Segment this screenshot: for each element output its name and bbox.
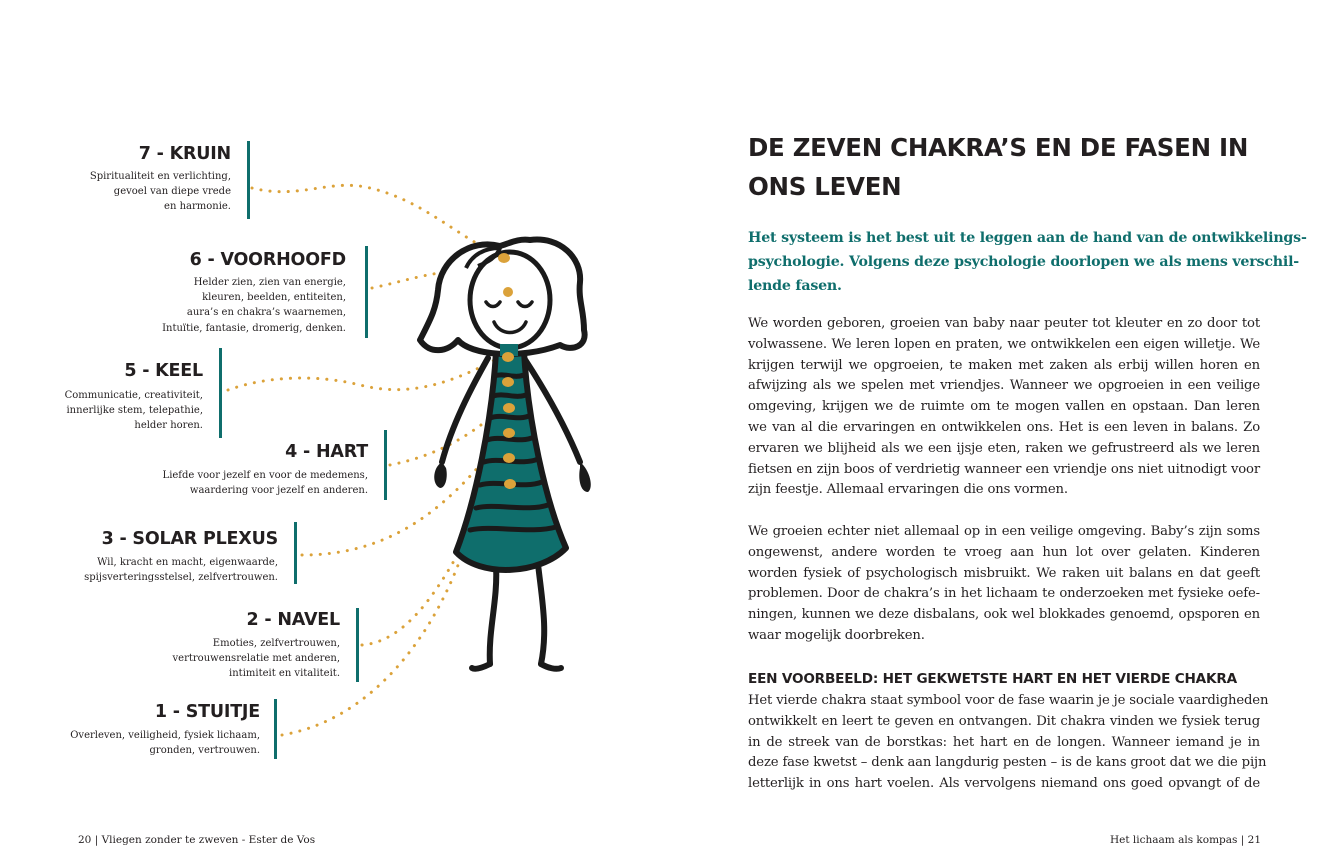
body-paragraph-1: [748, 314, 1260, 501]
desc-line: Emoties, zelfvertrouwen,: [212, 638, 340, 649]
text-line: We worden geboren, groeien van baby naar peuter tot kleuter en zo door tot: [748, 316, 1260, 331]
chakra-title: 6 - VOORHOOFD: [189, 250, 346, 270]
text-line: in de streek van de borstkas: het hart en de longen. Wanneer iemand je in: [748, 734, 1260, 750]
chakra-dot-brow: [503, 287, 513, 297]
page-footer-right: Het lichaam als kompas | 21: [1109, 834, 1261, 846]
desc-line: Intuïtie, fantasie, dromerig, denken.: [162, 322, 346, 334]
chakra-dot-throat: [502, 352, 514, 362]
desc-line: gronden, vertrouwen.: [149, 745, 260, 757]
desc-line: Liefde voor jezelf en voor de medemens,: [162, 470, 368, 481]
text-line: letterlijk in ons hart voelen. Als vervolgens niemand ons goed opvangt of de: [748, 776, 1260, 792]
desc-line: helder horen.: [134, 420, 203, 432]
desc-line: Communicatie, creativiteit,: [64, 390, 203, 401]
title-line: DE ZEVEN CHAKRA’S EN DE FASEN IN: [748, 133, 1249, 162]
chakra-bar-throat: [219, 348, 222, 438]
chakra-label-brow: [162, 249, 346, 336]
lead-line: psychologie. Volgens deze psychologie doorlopen we als mens verschil-: [748, 254, 1299, 270]
text-line: worden fysiek of psychologisch misbruikt. We raken uit balans en dat geeft: [748, 565, 1260, 581]
desc-line: aura’s en chakra’s waarnemen,: [186, 307, 346, 319]
chakra-dot-heart: [503, 403, 515, 413]
chakra-bar-navel: [356, 608, 359, 682]
title-line: ONS LEVEN: [748, 172, 902, 201]
lead-line: lende fasen.: [748, 278, 842, 294]
text-line: ervaren we blijheid als we een ijsje eten, raken we gefrustreerd als we leren: [748, 440, 1260, 456]
chakra-title: 2 - NAVEL: [246, 610, 340, 630]
chakra-bar-brow: [365, 246, 368, 338]
chakra-bar-root: [274, 699, 277, 759]
chakra-description: [65, 388, 203, 434]
text-line: we van al die ervaringen en ontwikkelen ons. Het is een leven in balans. Zo: [748, 419, 1260, 435]
chakra-label-solar-plexus: [84, 528, 278, 585]
chakra-label-root: [70, 701, 260, 758]
desc-line: spijsverteringsstelsel, zelfvertrouwen.: [84, 572, 278, 584]
lead-paragraph: [748, 226, 1307, 298]
chakra-bar-heart: [384, 430, 387, 500]
desc-line: vertrouwensrelatie met anderen,: [172, 653, 340, 665]
text-line: Het vierde chakra staat symbool voor de fase waarin je je sociale vaardigheden: [748, 693, 1269, 708]
text-line: We groeien echter niet allemaal op in een veilige omgeving. Baby’s zijn soms: [748, 524, 1260, 539]
chakra-title: 3 - SOLAR PLEXUS: [101, 529, 278, 549]
text-line: waar mogelijk doorbreken.: [748, 627, 925, 643]
chakra-description: [70, 728, 260, 758]
lead-line: Het systeem is het best uit te leggen aan de hand van de ontwikkelings-: [748, 230, 1307, 246]
desc-line: Helder zien, zien van energie,: [193, 277, 346, 288]
body-paragraph-2: [748, 522, 1260, 647]
page-title: [748, 128, 1248, 206]
text-line: afwijzing als we spelen met vriendjes. Wanneer we opgroeien in een veilige: [748, 378, 1260, 394]
desc-line: Wil, kracht en macht, eigenwaarde,: [97, 557, 278, 568]
text-line: problemen. Door de chakra’s in het lichaam te onderzoeken met fysieke oefe-: [748, 586, 1260, 602]
chakra-label-throat: [65, 360, 203, 434]
chakra-label-heart: [163, 441, 368, 498]
chakra-bar-solar-plexus: [294, 522, 297, 584]
chakra-title: 5 - KEEL: [124, 361, 203, 381]
text-line: krijgen terwijl we opgroeien, te maken met zaken als erbij willen horen en: [748, 357, 1260, 373]
desc-line: kleuren, beelden, entiteiten,: [202, 292, 346, 304]
body-paragraph-3: [748, 691, 1269, 795]
text-line: zijn feestje. Allemaal ervaringen die ons vormen.: [748, 482, 1068, 498]
text-line: ontwikkelt en leert te geven en ontvangen. Dit chakra vinden we fysiek terug: [748, 713, 1260, 729]
chakra-description: [90, 169, 231, 215]
chakra-description: [173, 636, 340, 682]
page-footer-left: 20 | Vliegen zonder te zweven - Ester de Vos: [78, 834, 316, 846]
section-subheading: EEN VOORBEELD: HET GEKWETSTE HART EN HET VIERDE CHAKRA: [748, 671, 1237, 687]
chakra-description: [162, 275, 346, 336]
connector-throat: [228, 358, 498, 390]
text-line: deze fase kwetst – denk aan langdurig pesten – is de kans groot dat we die pijn: [748, 755, 1267, 771]
desc-line: gevoel van diepe vrede: [113, 186, 231, 198]
chakra-bar-crown: [247, 141, 250, 219]
chakra-title: 1 - STUITJE: [154, 702, 260, 722]
chakra-label-navel: [173, 609, 340, 682]
chakra-title: 7 - KRUIN: [138, 144, 231, 164]
chakra-description: [84, 555, 278, 585]
chakra-description: [163, 468, 368, 498]
desc-line: Overleven, veiligheid, fysiek lichaam,: [70, 730, 260, 741]
desc-line: en harmonie.: [164, 201, 231, 213]
chakra-dot-navel: [504, 479, 516, 489]
chakra-dot-solar: [503, 453, 515, 463]
text-line: ningen, kunnen we deze disbalans, ook wel blokkades genoemd, opsporen en: [748, 607, 1260, 623]
desc-line: Spiritualiteit en verlichting,: [89, 171, 231, 182]
text-line: volwassene. We leren lopen en praten, we ontwikkelen een eigen willetje. We: [748, 336, 1260, 352]
chakra-label-crown: [90, 143, 231, 215]
text-line: fietsen en zijn boos of verdrietig wanneer een vriendje ons niet uitnodigt voor: [748, 461, 1260, 477]
text-line: ongewenst, andere worden te vroeg aan hun lot over gelaten. Kinderen: [748, 544, 1260, 560]
text-line: omgeving, krijgen we de ruimte om te mogen vallen en opstaan. Dan leren: [748, 399, 1260, 415]
desc-line: innerlijke stem, telepathie,: [66, 405, 203, 417]
chakra-title: 4 - HART: [285, 442, 368, 462]
connector-crown: [252, 185, 492, 252]
desc-line: intimiteit en vitaliteit.: [229, 668, 340, 680]
desc-line: waardering voor jezelf en anderen.: [189, 485, 368, 497]
chakra-dot-crown: [498, 253, 510, 263]
